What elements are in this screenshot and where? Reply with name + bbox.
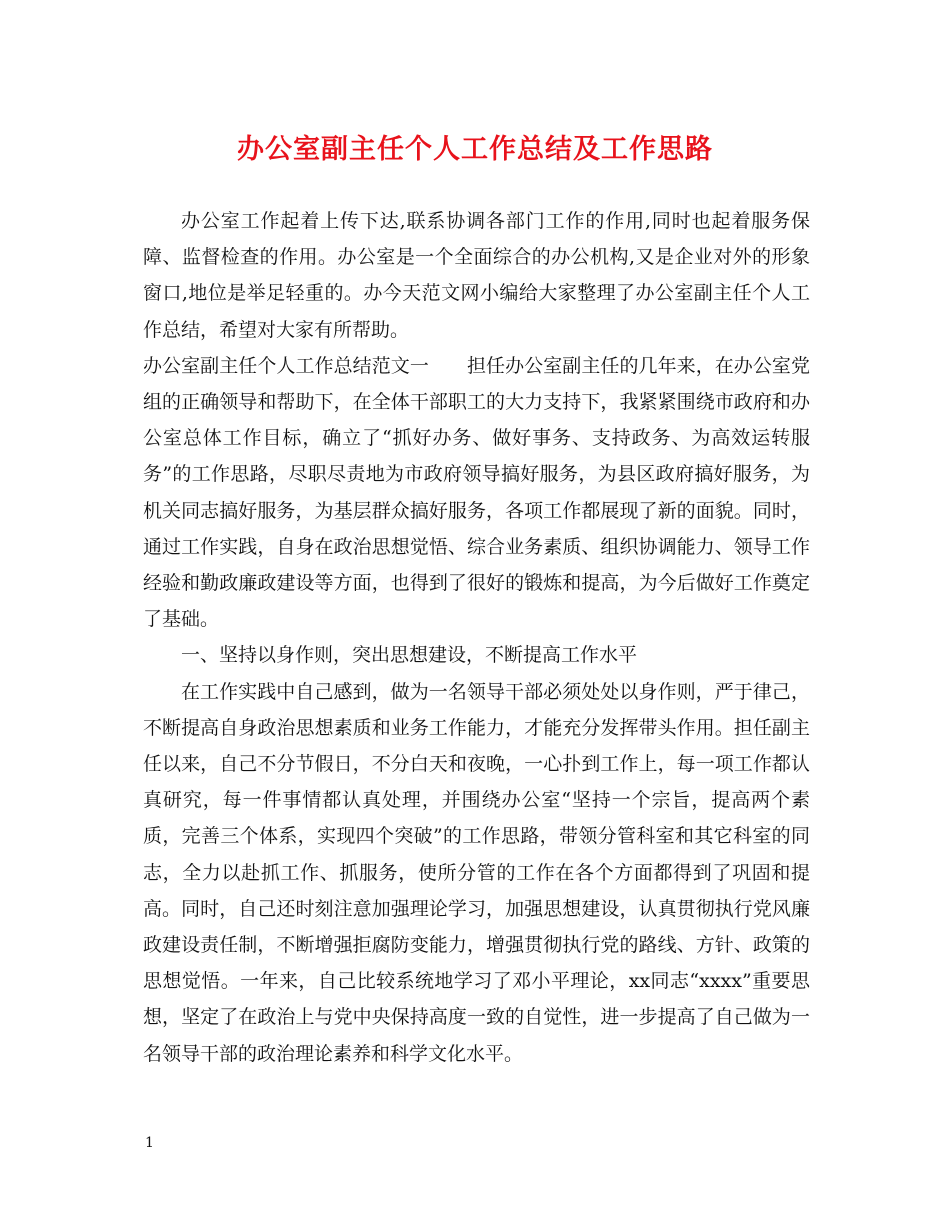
section-heading-one: 一、坚持以身作则，突出思想建设，不断提高工作水平 [181,644,638,667]
document-body [143,203,810,1072]
document-title: 办公室副主任个人工作总结及工作思路 [237,134,713,165]
section-one-paragraph: 在工作实践中自己感到，做为一名领导干部必须处处以身作则，严于律己，不断提高自身政治思想素质和业务工作能力，才能充分发挥带头作用。担任副主任以来，自己不分节假日，不分白天和夜晚，一心扑到工作上，每一项工作都认真研究，每一件事情都认真处理，并围绕办公室“坚持一个宗旨，提高两个素质，完善三个体系，实现四个突破”的工作思路，带领分管科室和其它科室的同志，全力以赴抓工作、抓服务，使所分管的工作在各个方面都得到了巩固和提高。同时，自己还时刻注意加强理论学习，加强思想建设，认真贯彻执行党风廉政建设责任制，不断增强拒腐防变能力，增强贯彻执行党的路线、方针、政策的思想觉悟。一年来，自己比较系统地学习了邓小平理论，xx同志“xxxx”重要思想，坚定了在政治上与党中央保持高度一致的自觉性，进一步提高了自己做为一名领导干部的政治理论素养和科学文化水平。 [143,680,810,1065]
page-number: 1 [145,1135,154,1151]
intro-paragraph: 办公室工作起着上传下达,联系协调各部门工作的作用,同时也起着服务保障、监督检查的作用。办公室是一个全面综合的办公机构,又是企业对外的形象窗口,地位是举足轻重的。办今天范文网小编给大家整理了办公室副主任个人工作总结，希望对大家有所帮助。 [143,210,810,341]
sample-one-paragraph: 办公室副主任个人工作总结范文一 担任办公室副主任的几年来，在办公室党组的正确领导和帮助下，在全体干部职工的大力支持下，我紧紧围绕市政府和办公室总体工作目标，确立了“抓好办务、做好事务、支持政务、为高效运转服务”的工作思路，尽职尽责地为市政府领导搞好服务，为县区政府搞好服务，为机关同志搞好服务，为基层群众搞好服务，各项工作都展现了新的面貌。同时，通过工作实践，自身在政治思想觉悟、综合业务素质、组织协调能力、领导工作经验和勤政廉政建设等方面，也得到了很好的锻炼和提高，为今后做好工作奠定了基础。 [143,354,810,631]
